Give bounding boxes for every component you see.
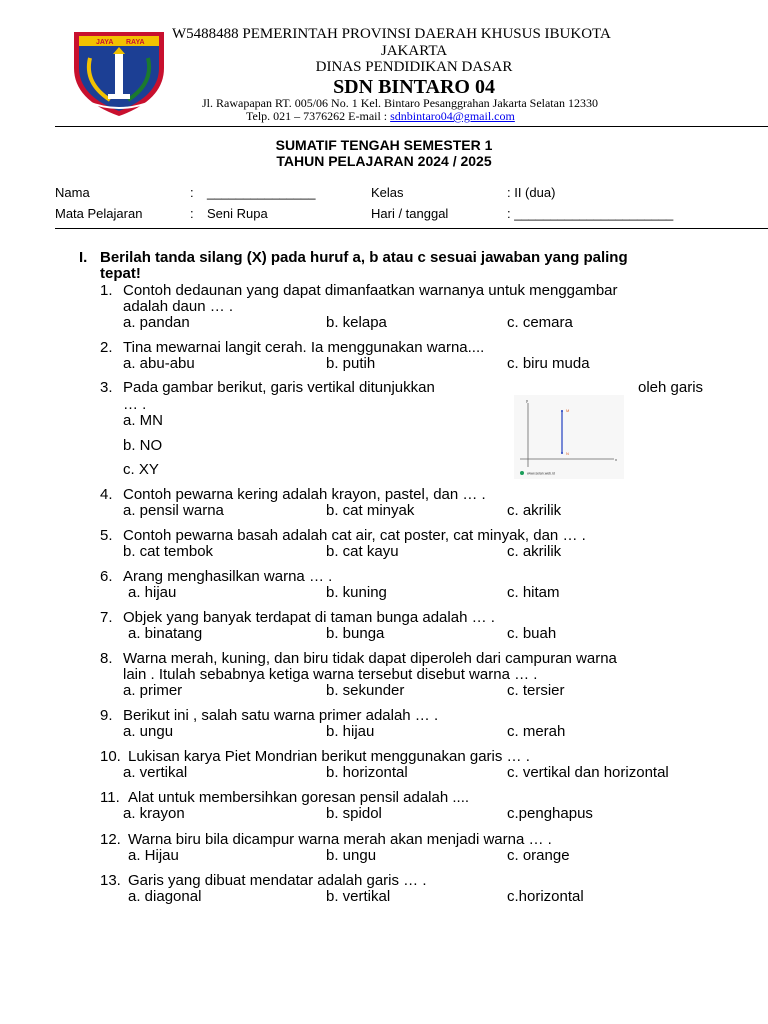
hari-label: Hari / tanggal <box>371 206 449 221</box>
q3-text-2: … . <box>123 396 147 413</box>
q6-text-1: Arang menghasilkan warna … . <box>123 568 333 585</box>
q6-option-a[interactable]: a. hijau <box>128 584 177 601</box>
section-instruction-1: Berilah tanda silang (X) pada huruf a, b atau c sesuai jawaban yang paling <box>100 249 628 266</box>
logo-text-left: JAYA <box>96 39 114 46</box>
q7-option-a[interactable]: a. binatang <box>128 625 203 642</box>
q13-text-1: Garis yang dibuat mendatar adalah garis … . <box>128 872 427 889</box>
q5-option-c[interactable]: c. akrilik <box>507 543 562 560</box>
q12-option-c[interactable]: c. orange <box>507 847 570 864</box>
q10-number: 10. <box>100 748 121 765</box>
q8-text-2: lain . Itulah sebabnya ketiga warna tersebut disebut warna … . <box>123 666 538 683</box>
header-phone: Telp. 021 – 7376262 E-mail : <box>246 109 388 123</box>
q7-number: 7. <box>100 609 113 626</box>
q10-text-1: Lukisan karya Piet Mondrian berikut menggunakan garis … . <box>128 748 530 765</box>
q4-option-a[interactable]: a. pensil warna <box>123 502 224 519</box>
q9-number: 9. <box>100 707 113 724</box>
q1-option-a[interactable]: a. pandan <box>123 314 190 331</box>
mapel-value: Seni Rupa <box>207 206 268 221</box>
mapel-label: Mata Pelajaran <box>55 206 143 221</box>
q7-text-1: Objek yang banyak terdapat di taman bunga adalah … . <box>123 609 495 626</box>
q3-option-a[interactable]: a. MN <box>123 412 164 429</box>
q2-option-c[interactable]: c. biru muda <box>507 355 590 372</box>
q10-option-a[interactable]: a. vertikal <box>123 764 188 781</box>
q11-number: 11. <box>100 789 120 806</box>
q4-text-1: Contoh pewarna kering adalah krayon, pastel, dan … . <box>123 486 486 503</box>
q11-option-b[interactable]: b. spidol <box>326 805 382 822</box>
header-school-name: SDN BINTARO 04 <box>333 76 495 98</box>
q5-option-b[interactable]: b. cat kayu <box>326 543 399 560</box>
kelas-label: Kelas <box>371 185 404 200</box>
q3-option-c[interactable]: c. XY <box>123 461 159 478</box>
q2-option-b[interactable]: b. putih <box>326 355 376 372</box>
q10-option-b[interactable]: b. horizontal <box>326 764 408 781</box>
hari-value[interactable]: : ______________________ <box>507 206 674 221</box>
q1-option-b[interactable]: b. kelapa <box>326 314 387 331</box>
q13-number: 13. <box>100 872 121 889</box>
kelas-value: : II (dua) <box>507 185 556 200</box>
q8-number: 8. <box>100 650 113 667</box>
q13-option-b[interactable]: b. vertikal <box>326 888 391 905</box>
header-code-line: W5488488 PEMERINTAH PROVINSI DAERAH KHUSUS IBUKOTA <box>172 26 611 42</box>
q2-option-a[interactable]: a. abu-abu <box>123 355 195 372</box>
q6-option-c[interactable]: c. hitam <box>507 584 560 601</box>
q8-option-a[interactable]: a. primer <box>123 682 183 699</box>
q10-option-c[interactable]: c. vertikal dan horizontal <box>507 764 669 781</box>
email-link[interactable]: sdnbintaro04@gmail.com <box>390 109 515 123</box>
q12-text-1: Warna biru bila dicampur warna merah akan menjadi warna … . <box>128 831 552 848</box>
header-address: Jl. Rawapapan RT. 005/06 No. 1 Kel. Bintaro Pesanggrahan Jakarta Selatan 12330 <box>202 96 598 110</box>
q6-number: 6. <box>100 568 113 585</box>
figure-watermark: www.selan.web.id <box>527 471 555 476</box>
q3-text-1-end: oleh garis <box>638 379 704 396</box>
q3-number: 3. <box>100 379 113 396</box>
q9-option-a[interactable]: a. ungu <box>123 723 174 740</box>
q1-option-c[interactable]: c. cemara <box>507 314 573 331</box>
logo-text-right: RAYA <box>126 39 145 46</box>
nama-blank[interactable]: _______________ <box>207 185 316 200</box>
figure-label-y: y <box>526 398 528 403</box>
q12-number: 12. <box>100 831 121 848</box>
info-divider <box>55 228 768 229</box>
figure-label-x: x <box>615 457 617 462</box>
nama-label: Nama <box>55 185 90 200</box>
q5-text-1: Contoh pewarna basah adalah cat air, cat poster, cat minyak, dan … . <box>123 527 586 544</box>
q5-option-a[interactable]: b. cat tembok <box>123 543 214 560</box>
q3-option-b[interactable]: b. NO <box>123 437 163 454</box>
q7-option-c[interactable]: c. buah <box>507 625 557 642</box>
mapel-colon: : <box>190 206 194 221</box>
q9-option-b[interactable]: b. hijau <box>326 723 375 740</box>
q13-option-a[interactable]: a. diagonal <box>128 888 202 905</box>
header-city: JAKARTA <box>380 43 448 59</box>
q4-number: 4. <box>100 486 113 503</box>
q11-text-1: Alat untuk membersihkan goresan pensil adalah .... <box>128 789 470 806</box>
q1-number: 1. <box>100 282 113 299</box>
q9-text-1: Berikut ini , salah satu warna primer adalah … . <box>123 707 439 724</box>
header-contact <box>246 109 515 124</box>
q5-number: 5. <box>100 527 113 544</box>
q4-option-c[interactable]: c. akrilik <box>507 502 562 519</box>
q2-number: 2. <box>100 339 113 356</box>
header-divider <box>55 126 768 127</box>
q2-text-1: Tina mewarnai langit cerah. Ia menggunakan warna.... <box>123 339 485 356</box>
q13-option-c[interactable]: c.horizontal <box>507 888 584 905</box>
q7-option-b[interactable]: b. bunga <box>326 625 385 642</box>
q9-option-c[interactable]: c. merah <box>507 723 566 740</box>
section-number: I. <box>79 249 88 266</box>
academic-year: TAHUN PELAJARAN 2024 / 2025 <box>276 153 492 169</box>
q4-option-b[interactable]: b. cat minyak <box>326 502 415 519</box>
q11-option-a[interactable]: a. krayon <box>123 805 185 822</box>
q6-option-b[interactable]: b. kuning <box>326 584 387 601</box>
figure-label-m: M <box>566 408 570 413</box>
q8-text-1: Warna merah, kuning, dan biru tidak dapat diperoleh dari campuran warna <box>123 650 617 667</box>
nama-colon: : <box>190 185 194 200</box>
figure-label-n: N <box>566 451 569 456</box>
q12-option-a[interactable]: a. Hijau <box>128 847 179 864</box>
exam-title: SUMATIF TENGAH SEMESTER 1 <box>275 137 493 153</box>
q1-text-1: Contoh dedaunan yang dapat dimanfaatkan warnanya untuk menggambar <box>123 282 618 299</box>
q8-option-c[interactable]: c. tersier <box>507 682 565 699</box>
header-department: DINAS PENDIDIKAN DASAR <box>315 59 513 75</box>
section-instruction-2: tepat! <box>100 265 141 282</box>
q3-text-1: Pada gambar berikut, garis vertikal ditunjukkan <box>123 379 435 396</box>
q12-option-b[interactable]: b. ungu <box>326 847 377 864</box>
q1-text-2: adalah daun … . <box>123 298 234 315</box>
q8-option-b[interactable]: b. sekunder <box>326 682 405 699</box>
line-figure <box>514 395 624 479</box>
q11-option-c[interactable]: c.penghapus <box>507 805 593 822</box>
